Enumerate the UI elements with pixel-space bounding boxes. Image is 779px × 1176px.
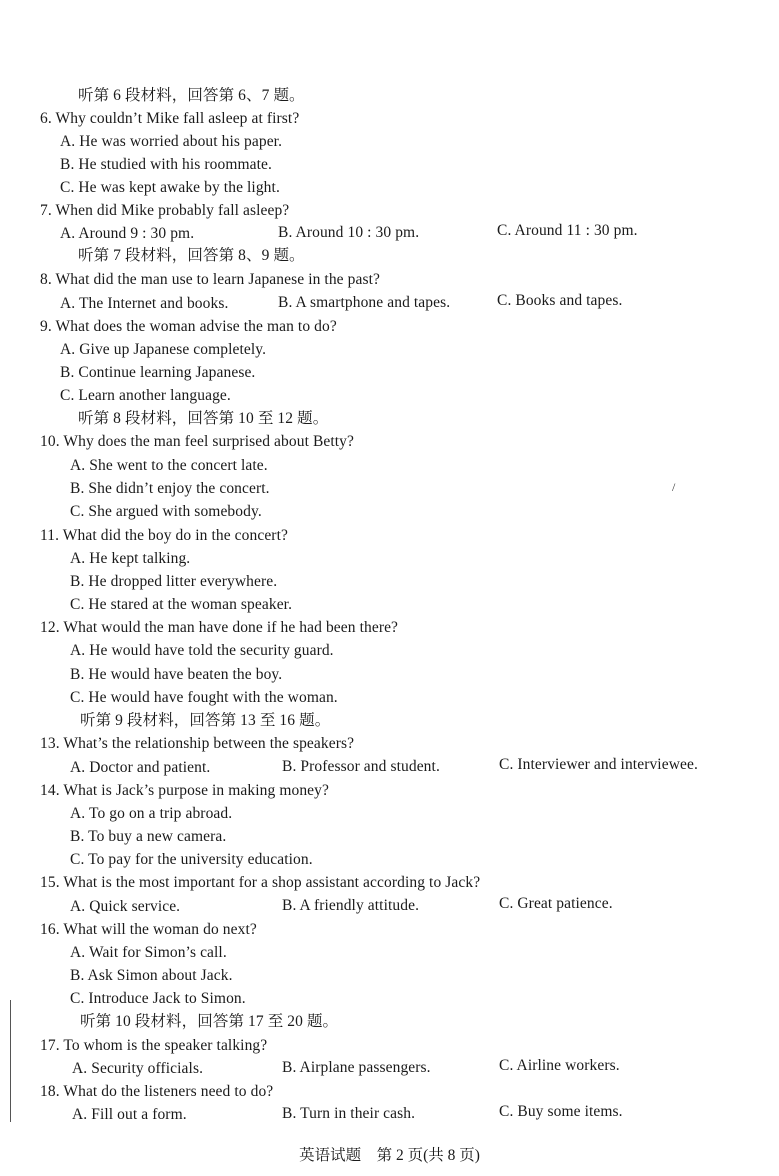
question-9-stem: 9. What does the woman advise the man to do? (40, 318, 337, 335)
question-16-stem: 16. What will the woman do next? (40, 921, 257, 938)
question-13-option-b: B. Professor and student. (282, 758, 440, 775)
question-9-option-b: B. Continue learning Japanese. (60, 364, 256, 381)
question-10-option-a: A. She went to the concert late. (70, 457, 268, 474)
stray-mark: / (672, 480, 676, 494)
question-6-option-c: C. He was kept awake by the light. (60, 179, 280, 196)
section-6-instruction: 听第 6 段材料，回答第 6、7 题。 (78, 87, 305, 104)
question-14-option-a: A. To go on a trip abroad. (70, 805, 233, 822)
question-7-option-c: C. Around 11 : 30 pm. (497, 222, 638, 239)
question-14-stem: 14. What is Jack’s purpose in making money? (40, 782, 329, 799)
page-footer: 英语试题 第 2 页(共 8 页) (299, 1147, 480, 1164)
question-17-option-c: C. Airline workers. (499, 1057, 620, 1074)
question-12-option-b: B. He would have beaten the boy. (70, 666, 283, 683)
question-12-stem: 12. What would the man have done if he had been there? (40, 619, 399, 636)
question-17-stem: 17. To whom is the speaker talking? (40, 1037, 268, 1054)
question-8-option-c: C. Books and tapes. (497, 292, 623, 309)
question-17-option-b: B. Airplane passengers. (282, 1059, 431, 1076)
question-9-option-a: A. Give up Japanese completely. (60, 341, 267, 358)
question-6-stem: 6. Why couldn’t Mike fall asleep at first? (40, 110, 300, 127)
question-6-option-b: B. He studied with his roommate. (60, 156, 272, 173)
question-8-stem: 8. What did the man use to learn Japanese in the past? (40, 271, 380, 288)
margin-rule (10, 1000, 11, 1122)
question-12-option-c: C. He would have fought with the woman. (70, 689, 338, 706)
question-8-option-b: B. A smartphone and tapes. (278, 294, 451, 311)
question-6-option-a: A. He was worried about his paper. (60, 133, 283, 150)
question-11-option-a: A. He kept talking. (70, 550, 191, 567)
question-16-option-a: A. Wait for Simon’s call. (70, 944, 227, 961)
question-15-option-c: C. Great patience. (499, 895, 613, 912)
question-18-option-b: B. Turn in their cash. (282, 1105, 416, 1122)
question-18-option-c: C. Buy some items. (499, 1103, 623, 1120)
question-7-stem: 7. When did Mike probably fall asleep? (40, 202, 290, 219)
question-16-option-b: B. Ask Simon about Jack. (70, 967, 233, 984)
question-7-option-a: A. Around 9 : 30 pm. (60, 225, 195, 242)
question-13-stem: 13. What’s the relationship between the speakers? (40, 735, 355, 752)
question-15-option-b: B. A friendly attitude. (282, 897, 420, 914)
question-18-stem: 18. What do the listeners need to do? (40, 1083, 274, 1100)
question-15-stem: 15. What is the most important for a shop assistant according to Jack? (40, 874, 481, 891)
question-10-option-b: B. She didn’t enjoy the concert. (70, 480, 270, 497)
question-11-stem: 11. What did the boy do in the concert? (40, 527, 288, 544)
question-14-option-c: C. To pay for the university education. (70, 851, 313, 868)
question-11-option-c: C. He stared at the woman speaker. (70, 596, 293, 613)
question-14-option-b: B. To buy a new camera. (70, 828, 227, 845)
question-13-option-c: C. Interviewer and interviewee. (499, 756, 698, 773)
section-9-instruction: 听第 9 段材料，回答第 13 至 16 题。 (80, 712, 331, 729)
question-15-option-a: A. Quick service. (70, 898, 181, 915)
section-7-instruction: 听第 7 段材料，回答第 8、9 题。 (78, 247, 305, 264)
question-12-option-a: A. He would have told the security guard. (70, 642, 334, 659)
section-10-instruction: 听第 10 段材料，回答第 17 至 20 题。 (80, 1013, 339, 1030)
question-10-stem: 10. Why does the man feel surprised about Betty? (40, 433, 355, 450)
question-9-option-c: C. Learn another language. (60, 387, 231, 404)
section-8-instruction: 听第 8 段材料，回答第 10 至 12 题。 (78, 410, 329, 427)
question-13-option-a: A. Doctor and patient. (70, 759, 211, 776)
question-16-option-c: C. Introduce Jack to Simon. (70, 990, 246, 1007)
question-18-option-a: A. Fill out a form. (72, 1106, 187, 1123)
question-8-option-a: A. The Internet and books. (60, 295, 229, 312)
question-11-option-b: B. He dropped litter everywhere. (70, 573, 278, 590)
question-10-option-c: C. She argued with somebody. (70, 503, 262, 520)
question-7-option-b: B. Around 10 : 30 pm. (278, 224, 420, 241)
question-17-option-a: A. Security officials. (72, 1060, 204, 1077)
